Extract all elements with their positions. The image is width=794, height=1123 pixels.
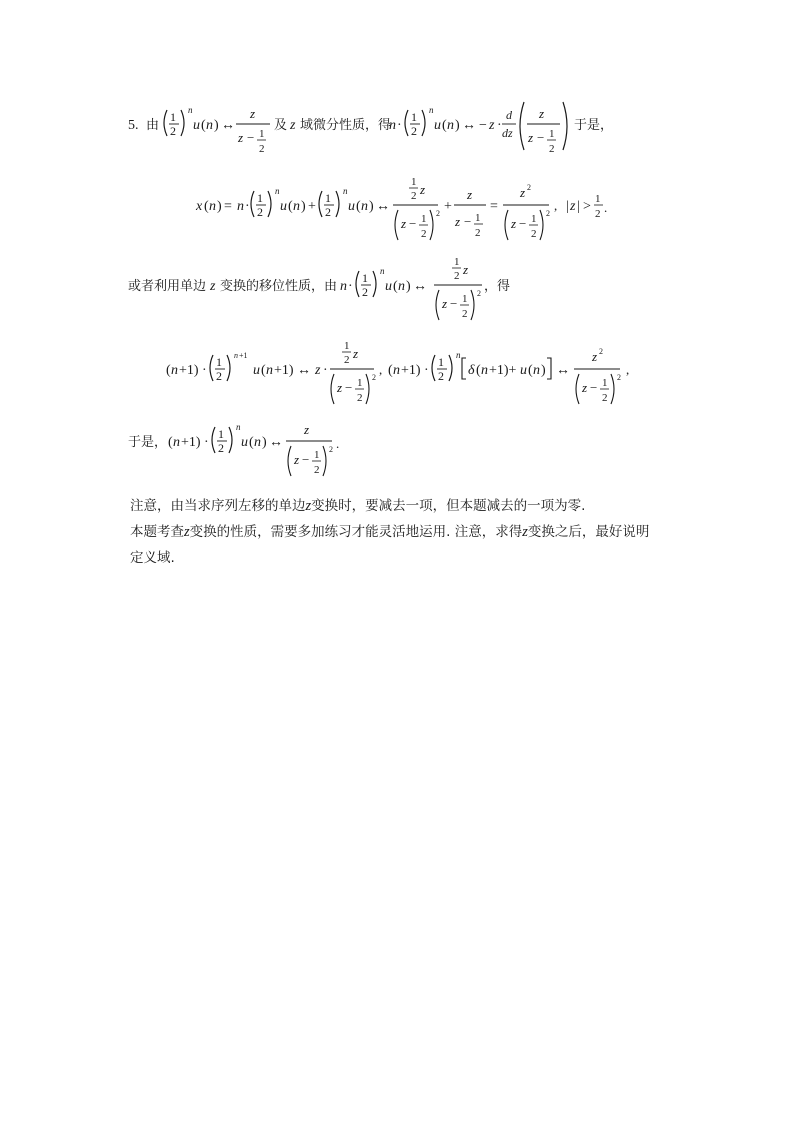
svg-text:1: 1 [602,377,608,389]
svg-text:·: · [323,363,328,378]
svg-text:z: z [570,199,576,214]
svg-text:1: 1 [218,427,224,441]
svg-text:z: z [210,279,216,294]
svg-text:1: 1 [362,271,368,285]
svg-text:(: ( [356,199,361,214]
svg-text:u: u [348,199,355,214]
svg-text:=: = [224,199,232,214]
svg-text:2: 2 [216,369,222,383]
equation-line-1 [120,96,640,162]
svg-text:+1): +1) [179,363,199,378]
svg-text:u: u [434,118,441,133]
svg-text:z: z [467,187,473,202]
svg-text:n: n [533,363,540,378]
svg-text:1: 1 [357,377,363,389]
svg-text:=: = [490,199,498,214]
svg-text:2: 2 [617,373,621,382]
svg-text:z: z [582,380,588,395]
svg-text:+1): +1) [274,363,294,378]
svg-text:(: ( [393,279,398,294]
svg-text:2: 2 [257,205,263,219]
therefore-text: 于是， [574,118,614,133]
svg-text:n: n [188,105,193,115]
svg-text:n: n [361,199,368,214]
svg-text:n: n [254,435,261,450]
note-z-var-1: z [305,498,312,514]
svg-text:): ) [262,435,267,450]
svg-text:n: n [293,199,300,214]
svg-text:n: n [429,105,434,115]
note-line-1 [130,496,585,516]
svg-text:z: z [294,452,300,467]
svg-text:2: 2 [477,289,481,298]
alt-method-text2: 变换的移位性质，由 [220,279,338,294]
svg-text:n: n [173,435,180,450]
note-line-1-b: 变换时，要减去一项，但本题减去的一项为零. [311,498,586,514]
svg-text:(: ( [249,435,254,450]
svg-text:2: 2 [329,445,333,454]
svg-text:n: n [380,266,385,276]
svg-text:·: · [424,363,429,378]
svg-text:z: z [455,214,461,229]
svg-text:2: 2 [475,227,481,239]
svg-text:−: − [479,118,487,133]
svg-text:z: z [592,349,598,364]
svg-text:+1)+: +1)+ [489,363,517,378]
svg-text:↔: ↔ [269,435,283,450]
svg-text:(: ( [201,118,206,133]
svg-text:(: ( [261,363,266,378]
svg-text:u: u [253,363,260,378]
svg-text:−: − [464,214,472,229]
svg-text:2: 2 [357,392,363,404]
svg-text:↔: ↔ [556,363,570,378]
svg-text:1: 1 [531,213,537,225]
svg-text:(: ( [388,363,393,378]
note-line-2-b: 变换的性质，需要多加练习才能灵活地运用. 注意，求得 [189,524,523,540]
svg-text:1: 1 [170,110,176,124]
svg-text:1: 1 [454,256,460,268]
svg-text:z: z [442,296,448,311]
equation-line-4 [160,334,640,414]
svg-text:·: · [348,279,353,294]
svg-text:2: 2 [462,308,468,320]
alt-method-get: ，得 [484,279,511,294]
svg-text:2: 2 [546,209,550,218]
svg-text:z: z [528,130,534,145]
lead-text: 由 [146,118,160,133]
svg-text:x: x [196,199,203,214]
svg-text:n: n [343,186,348,196]
svg-text:−: − [409,216,417,231]
svg-text:↔: ↔ [297,363,311,378]
svg-text:2: 2 [527,183,531,192]
svg-text:+1): +1) [401,363,421,378]
svg-text:u: u [193,118,200,133]
svg-text:·: · [245,199,250,214]
note-z-var-3: z [522,524,528,540]
note-line-2-a: 本题考查 [130,524,184,540]
svg-text:(: ( [476,363,481,378]
svg-text:n: n [266,363,273,378]
svg-text:1: 1 [257,191,263,205]
svg-text:z: z [337,380,343,395]
svg-text:↔: ↔ [413,279,427,294]
svg-text:+: + [444,199,452,214]
svg-text:2: 2 [314,464,320,476]
svg-text:2: 2 [599,347,603,356]
note-line-3-text: 定义域. [130,550,175,566]
svg-text:2: 2 [411,124,417,138]
svg-text:2: 2 [362,285,368,299]
note-line-2 [130,522,649,542]
svg-text:1: 1 [421,213,427,225]
svg-text:z: z [463,262,469,277]
svg-text:1: 1 [411,110,417,124]
svg-text:·: · [497,118,502,133]
svg-text:>: > [583,199,591,214]
svg-text:z: z [290,118,296,133]
svg-text:(: ( [288,199,293,214]
svg-text:↔: ↔ [462,118,476,133]
svg-text:n: n [447,118,454,133]
svg-text:z: z [304,422,310,437]
svg-text:−: − [519,216,527,231]
svg-text:1: 1 [411,176,417,188]
svg-text:.: . [604,200,608,215]
svg-text:|: | [566,199,569,214]
svg-text:u: u [241,435,248,450]
svg-text:|: | [577,199,580,214]
alt-method-text: 或者利用单边 [128,279,207,294]
svg-text:2: 2 [325,205,331,219]
svg-text:1: 1 [595,193,601,205]
svg-text:1: 1 [438,355,444,369]
svg-text:n: n [171,363,178,378]
note-line-2-c: 变换之后，最好说明 [527,524,650,540]
svg-text:2: 2 [372,373,376,382]
and-text: 及 [274,118,288,133]
svg-text:,: , [626,362,630,377]
svg-text:1: 1 [314,449,320,461]
svg-text:): ) [301,199,306,214]
svg-text:2: 2 [421,228,427,240]
svg-text:): ) [455,118,460,133]
conclusion-lead: 于是， [128,435,168,450]
svg-text:): ) [541,363,546,378]
svg-text:1: 1 [462,293,468,305]
svg-text:,: , [554,198,558,213]
svg-text:1: 1 [325,191,331,205]
svg-text:·: · [204,435,209,450]
svg-text:−: − [537,130,545,145]
svg-text:z: z [511,216,517,231]
svg-text:−: − [247,130,255,145]
svg-text:−: − [450,296,458,311]
svg-text:d: d [506,108,512,122]
z-domain-diff-text: 域微分性质，得 [300,118,392,133]
svg-text:(: ( [166,363,171,378]
svg-text:2: 2 [438,369,444,383]
equation-line-3 [120,254,540,330]
svg-text:−: − [345,380,353,395]
svg-text:1: 1 [549,128,555,140]
svg-text:n: n [389,118,396,133]
svg-text:n: n [393,363,400,378]
svg-text:1: 1 [259,128,265,140]
svg-text:dz: dz [502,126,513,140]
svg-text:z: z [353,346,359,361]
problem-number: 5. [128,118,139,133]
svg-text:+1): +1) [181,435,201,450]
note-z-var-2: z [184,524,190,540]
svg-text:.: . [336,436,340,451]
svg-text:·: · [397,118,402,133]
svg-text:z: z [520,185,526,200]
svg-text:u: u [280,199,287,214]
svg-text:(: ( [442,118,447,133]
svg-text:n: n [236,422,241,432]
svg-text:2: 2 [170,124,176,138]
svg-text:n: n [456,350,461,360]
svg-text:): ) [369,199,374,214]
svg-text:n: n [206,118,213,133]
svg-text:z: z [238,130,244,145]
svg-text:δ: δ [468,363,475,378]
svg-text:1: 1 [475,212,481,224]
svg-text:2: 2 [595,208,601,220]
svg-text:n: n [237,199,244,214]
svg-text:u: u [520,363,527,378]
svg-text:n: n [481,363,488,378]
svg-text:,: , [379,362,383,377]
svg-text:(: ( [204,199,209,214]
svg-text:−: − [302,452,310,467]
svg-text:z: z [401,216,407,231]
svg-text:z: z [250,106,256,121]
svg-text:z: z [539,106,545,121]
svg-text:1: 1 [344,340,350,352]
svg-text:2: 2 [411,190,417,202]
svg-text:2: 2 [218,441,224,455]
svg-text:2: 2 [344,354,350,366]
svg-text:2: 2 [259,143,265,155]
svg-text:↔: ↔ [376,199,390,214]
svg-text:(: ( [528,363,533,378]
equation-line-2 [190,172,610,248]
svg-text:n: n [340,279,347,294]
svg-text:(: ( [168,435,173,450]
svg-text:2: 2 [549,143,555,155]
svg-text:−: − [590,380,598,395]
svg-text:2: 2 [454,270,460,282]
svg-text:z: z [315,363,321,378]
svg-text:+: + [308,199,316,214]
note-line-3 [130,548,175,568]
svg-text:n: n [209,199,216,214]
svg-text:2: 2 [436,209,440,218]
svg-text:↔: ↔ [221,118,235,133]
svg-text:n: n [398,279,405,294]
equation-line-5 [120,414,380,486]
svg-text:z: z [489,118,495,133]
svg-text:+1: +1 [239,351,248,360]
svg-text:·: · [202,363,207,378]
svg-text:2: 2 [602,392,608,404]
svg-text:u: u [385,279,392,294]
note-line-1-a: 注意，由当求序列左移的单边 [130,498,306,514]
svg-text:): ) [217,199,222,214]
svg-text:): ) [406,279,411,294]
svg-text:n: n [275,186,280,196]
svg-text:n: n [234,351,238,360]
svg-text:2: 2 [531,228,537,240]
svg-text:): ) [214,118,219,133]
svg-text:1: 1 [216,355,222,369]
svg-text:z: z [420,182,426,197]
